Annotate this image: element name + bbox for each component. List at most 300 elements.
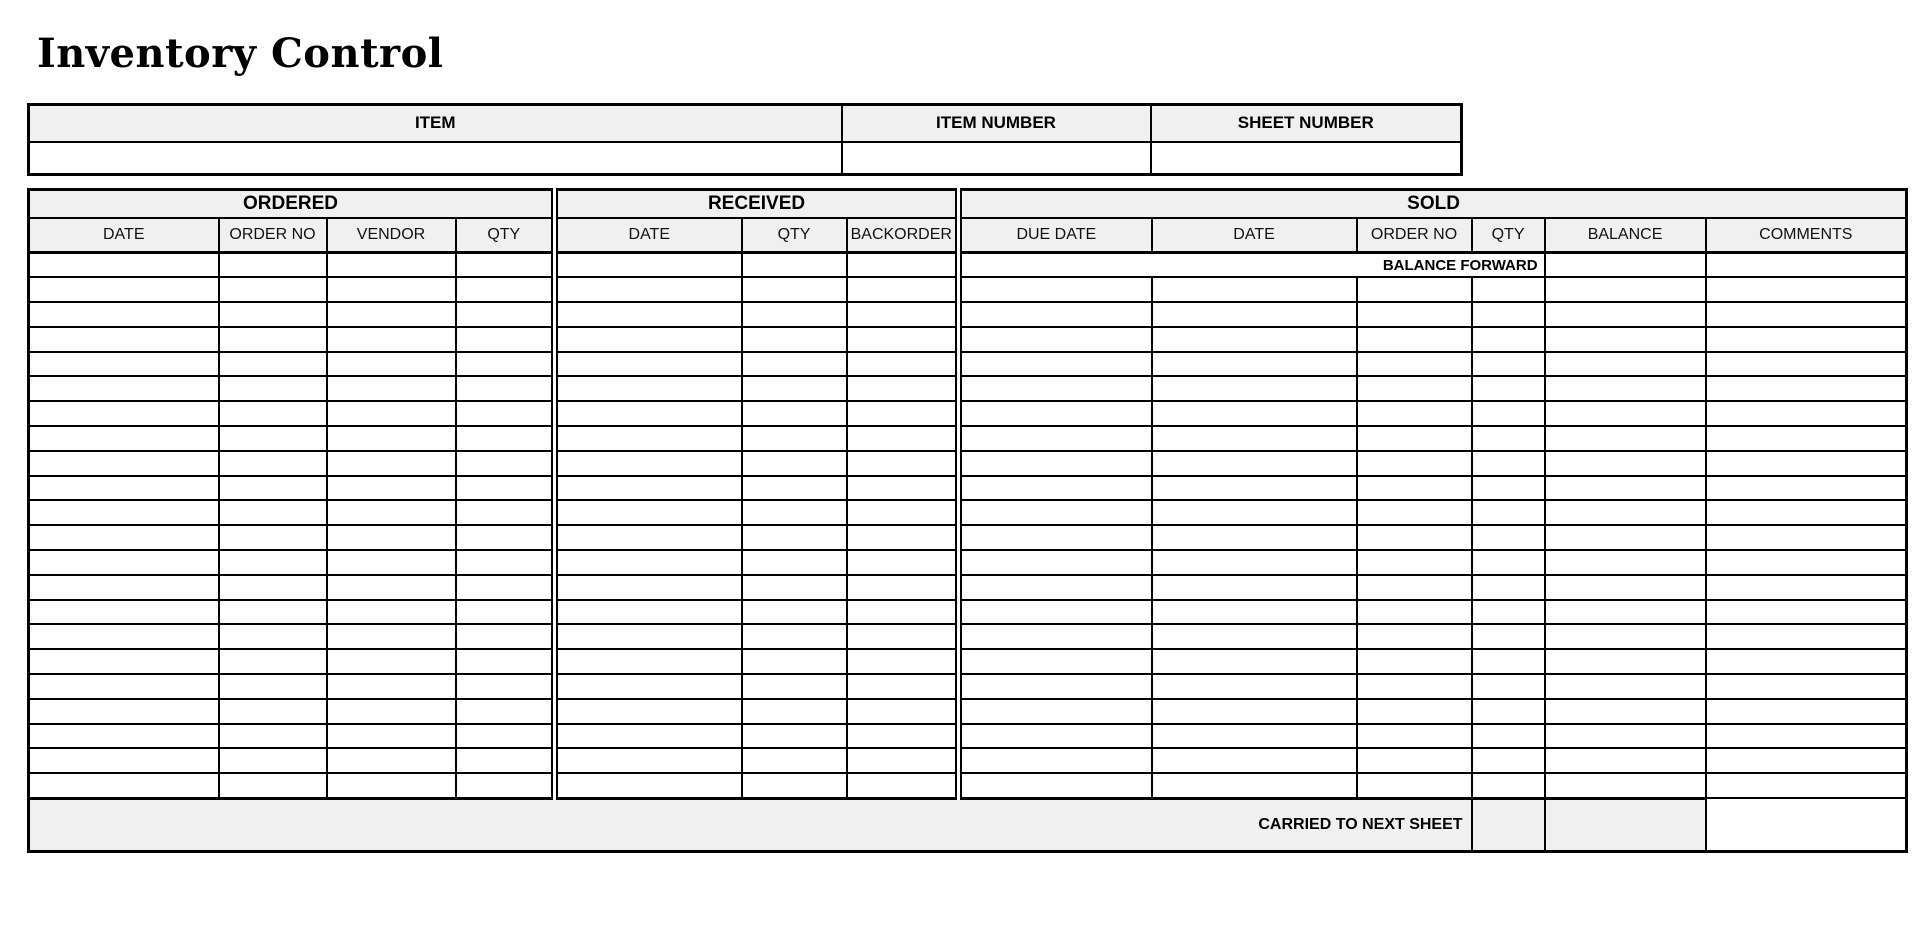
empty-cell bbox=[847, 773, 959, 798]
empty-cell bbox=[1545, 302, 1706, 327]
empty-cell bbox=[29, 748, 219, 773]
empty-cell bbox=[1357, 327, 1472, 352]
empty-cell bbox=[1152, 600, 1357, 625]
empty-cell bbox=[959, 401, 1152, 426]
empty-cell bbox=[847, 500, 959, 525]
empty-cell bbox=[1152, 352, 1357, 377]
empty-cell bbox=[742, 525, 847, 550]
empty-cell bbox=[1357, 699, 1472, 724]
empty-cell bbox=[847, 451, 959, 476]
empty-cell bbox=[456, 302, 555, 327]
empty-cell bbox=[29, 575, 219, 600]
empty-cell bbox=[1545, 724, 1706, 749]
empty-cell bbox=[1706, 426, 1907, 451]
empty-cell bbox=[959, 451, 1152, 476]
empty-cell bbox=[456, 724, 555, 749]
empty-cell bbox=[1706, 451, 1907, 476]
empty-cell bbox=[1706, 401, 1907, 426]
empty-cell bbox=[959, 748, 1152, 773]
empty-cell bbox=[327, 748, 456, 773]
empty-cell bbox=[847, 550, 959, 575]
empty-cell bbox=[456, 253, 555, 278]
empty-cell bbox=[1706, 525, 1907, 550]
empty-cell bbox=[327, 302, 456, 327]
empty-cell bbox=[29, 525, 219, 550]
empty-cell bbox=[1706, 302, 1907, 327]
empty-cell bbox=[742, 476, 847, 501]
empty-cell bbox=[1152, 500, 1357, 525]
empty-cell bbox=[555, 426, 742, 451]
empty-cell bbox=[1706, 773, 1907, 798]
empty-cell bbox=[1357, 500, 1472, 525]
empty-cell bbox=[327, 624, 456, 649]
empty-cell bbox=[1152, 476, 1357, 501]
empty-cell bbox=[847, 401, 959, 426]
empty-cell bbox=[1357, 302, 1472, 327]
empty-cell bbox=[1706, 500, 1907, 525]
empty-cell bbox=[1472, 277, 1545, 302]
empty-cell bbox=[1472, 773, 1545, 798]
item-header-row bbox=[29, 105, 1462, 142]
empty-cell bbox=[1152, 649, 1357, 674]
balance-forward-value-cell bbox=[1545, 253, 1706, 278]
empty-cell bbox=[1472, 550, 1545, 575]
empty-cell bbox=[456, 525, 555, 550]
empty-cell bbox=[1545, 525, 1706, 550]
empty-cell bbox=[1545, 773, 1706, 798]
empty-cell bbox=[742, 327, 847, 352]
empty-cell bbox=[1545, 426, 1706, 451]
empty-cell bbox=[1152, 773, 1357, 798]
empty-cell bbox=[742, 401, 847, 426]
empty-cell bbox=[742, 773, 847, 798]
empty-cell bbox=[219, 699, 327, 724]
empty-cell bbox=[1357, 401, 1472, 426]
empty-cell bbox=[327, 525, 456, 550]
sold-balance-header: BALANCE bbox=[1545, 218, 1706, 253]
empty-cell bbox=[555, 302, 742, 327]
empty-cell bbox=[1472, 600, 1545, 625]
empty-cell bbox=[1545, 277, 1706, 302]
empty-cell bbox=[847, 699, 959, 724]
footer-row bbox=[29, 798, 1907, 851]
empty-cell bbox=[1152, 674, 1357, 699]
empty-cell bbox=[742, 699, 847, 724]
empty-cell bbox=[456, 600, 555, 625]
empty-cell bbox=[959, 476, 1152, 501]
received-date-header: DATE bbox=[555, 218, 742, 253]
empty-cell bbox=[1357, 748, 1472, 773]
sold-comments-header: COMMENTS bbox=[1706, 218, 1907, 253]
empty-cell bbox=[456, 401, 555, 426]
empty-cell bbox=[1472, 376, 1545, 401]
empty-cell bbox=[555, 376, 742, 401]
empty-cell bbox=[456, 699, 555, 724]
item-number-value-cell bbox=[842, 142, 1151, 175]
empty-cell bbox=[847, 476, 959, 501]
empty-cell bbox=[1152, 748, 1357, 773]
ordered-vendor-header: VENDOR bbox=[327, 218, 456, 253]
sheet-number-value-cell bbox=[1151, 142, 1462, 175]
empty-cell bbox=[742, 500, 847, 525]
empty-cell bbox=[1357, 575, 1472, 600]
empty-cell bbox=[1357, 476, 1472, 501]
empty-cell bbox=[29, 699, 219, 724]
empty-cell bbox=[555, 600, 742, 625]
empty-cell bbox=[742, 253, 847, 278]
empty-cell bbox=[456, 352, 555, 377]
empty-cell bbox=[456, 748, 555, 773]
empty-cell bbox=[29, 724, 219, 749]
empty-cell bbox=[456, 550, 555, 575]
empty-cell bbox=[1152, 624, 1357, 649]
empty-cell bbox=[29, 426, 219, 451]
section-header-row bbox=[29, 190, 1907, 218]
empty-cell bbox=[1357, 352, 1472, 377]
empty-cell bbox=[1545, 649, 1706, 674]
empty-cell bbox=[1472, 624, 1545, 649]
empty-cell bbox=[1472, 327, 1545, 352]
empty-cell bbox=[742, 302, 847, 327]
table-row bbox=[29, 500, 1907, 525]
empty-cell bbox=[555, 277, 742, 302]
empty-cell bbox=[219, 773, 327, 798]
empty-cell bbox=[1357, 451, 1472, 476]
empty-cell bbox=[847, 525, 959, 550]
body-rows bbox=[29, 253, 1907, 799]
ordered-section-header: ORDERED bbox=[29, 190, 555, 218]
empty-cell bbox=[555, 401, 742, 426]
empty-cell bbox=[742, 724, 847, 749]
table-row bbox=[29, 699, 1907, 724]
empty-cell bbox=[456, 426, 555, 451]
empty-cell bbox=[1706, 327, 1907, 352]
empty-cell bbox=[1357, 624, 1472, 649]
empty-cell bbox=[29, 277, 219, 302]
empty-cell bbox=[219, 500, 327, 525]
empty-cell bbox=[959, 302, 1152, 327]
empty-cell bbox=[219, 724, 327, 749]
empty-cell bbox=[29, 649, 219, 674]
empty-cell bbox=[959, 327, 1152, 352]
empty-cell bbox=[1706, 674, 1907, 699]
empty-cell bbox=[1357, 600, 1472, 625]
table-row bbox=[29, 649, 1907, 674]
empty-cell bbox=[327, 550, 456, 575]
table-row bbox=[29, 376, 1907, 401]
empty-cell bbox=[456, 376, 555, 401]
empty-cell bbox=[959, 624, 1152, 649]
table-row bbox=[29, 724, 1907, 749]
empty-cell bbox=[742, 575, 847, 600]
empty-cell bbox=[847, 649, 959, 674]
empty-cell bbox=[959, 575, 1152, 600]
empty-cell bbox=[1152, 277, 1357, 302]
empty-cell bbox=[1472, 476, 1545, 501]
item-header: ITEM bbox=[29, 105, 842, 142]
empty-cell bbox=[327, 773, 456, 798]
empty-cell bbox=[555, 575, 742, 600]
table-row bbox=[29, 575, 1907, 600]
empty-cell bbox=[219, 376, 327, 401]
empty-cell bbox=[29, 451, 219, 476]
empty-cell bbox=[847, 302, 959, 327]
empty-cell bbox=[1472, 352, 1545, 377]
empty-cell bbox=[959, 277, 1152, 302]
empty-cell bbox=[1545, 376, 1706, 401]
page-title: Inventory Control bbox=[37, 30, 444, 77]
empty-cell bbox=[742, 748, 847, 773]
empty-cell bbox=[1357, 550, 1472, 575]
empty-cell bbox=[959, 674, 1152, 699]
empty-cell bbox=[742, 600, 847, 625]
empty-cell bbox=[742, 649, 847, 674]
empty-cell bbox=[1706, 277, 1907, 302]
item-value-row bbox=[29, 142, 1462, 175]
empty-cell bbox=[847, 327, 959, 352]
empty-cell bbox=[456, 624, 555, 649]
empty-cell bbox=[1545, 600, 1706, 625]
empty-cell bbox=[219, 624, 327, 649]
empty-cell bbox=[1545, 352, 1706, 377]
empty-cell bbox=[959, 352, 1152, 377]
empty-cell bbox=[959, 500, 1152, 525]
empty-cell bbox=[327, 451, 456, 476]
empty-cell bbox=[1357, 376, 1472, 401]
empty-cell bbox=[327, 600, 456, 625]
empty-cell bbox=[219, 302, 327, 327]
empty-cell bbox=[327, 277, 456, 302]
empty-cell bbox=[1706, 476, 1907, 501]
empty-cell bbox=[959, 699, 1152, 724]
empty-cell bbox=[555, 773, 742, 798]
table-row bbox=[29, 748, 1907, 773]
empty-cell bbox=[555, 724, 742, 749]
empty-cell bbox=[327, 575, 456, 600]
empty-cell bbox=[1706, 600, 1907, 625]
empty-cell bbox=[29, 327, 219, 352]
empty-cell bbox=[456, 575, 555, 600]
item-value-cell bbox=[29, 142, 842, 175]
empty-cell bbox=[555, 699, 742, 724]
table-row-balance-forward bbox=[29, 253, 1907, 278]
sold-order-no-header: ORDER NO bbox=[1357, 218, 1472, 253]
empty-cell bbox=[219, 748, 327, 773]
empty-cell bbox=[1472, 699, 1545, 724]
empty-cell bbox=[1357, 525, 1472, 550]
empty-cell bbox=[327, 649, 456, 674]
empty-cell bbox=[1545, 550, 1706, 575]
empty-cell bbox=[1357, 426, 1472, 451]
empty-cell bbox=[847, 748, 959, 773]
empty-cell bbox=[1545, 451, 1706, 476]
empty-cell bbox=[742, 451, 847, 476]
empty-cell bbox=[1545, 699, 1706, 724]
empty-cell bbox=[1706, 699, 1907, 724]
empty-cell bbox=[555, 327, 742, 352]
carried-balance-cell bbox=[1472, 798, 1545, 851]
empty-cell bbox=[327, 699, 456, 724]
empty-cell bbox=[1152, 550, 1357, 575]
empty-cell bbox=[29, 624, 219, 649]
empty-cell bbox=[1152, 327, 1357, 352]
empty-cell bbox=[219, 525, 327, 550]
empty-cell bbox=[555, 674, 742, 699]
empty-cell bbox=[555, 500, 742, 525]
empty-cell bbox=[1545, 476, 1706, 501]
empty-cell bbox=[1545, 500, 1706, 525]
empty-cell bbox=[1472, 575, 1545, 600]
ordered-date-header: DATE bbox=[29, 218, 219, 253]
sold-section-header: SOLD bbox=[959, 190, 1907, 218]
table-row bbox=[29, 624, 1907, 649]
empty-cell bbox=[456, 327, 555, 352]
carried-to-next-sheet-label: CARRIED TO NEXT SHEET bbox=[29, 798, 1472, 851]
empty-cell bbox=[1357, 724, 1472, 749]
empty-cell bbox=[742, 426, 847, 451]
empty-cell bbox=[555, 748, 742, 773]
empty-cell bbox=[1545, 575, 1706, 600]
empty-cell bbox=[29, 476, 219, 501]
empty-cell bbox=[1545, 748, 1706, 773]
empty-cell bbox=[1357, 649, 1472, 674]
empty-cell bbox=[29, 302, 219, 327]
empty-cell bbox=[847, 253, 959, 278]
empty-cell bbox=[219, 426, 327, 451]
table-row bbox=[29, 302, 1907, 327]
empty-cell bbox=[219, 451, 327, 476]
empty-cell bbox=[847, 277, 959, 302]
empty-cell bbox=[327, 253, 456, 278]
empty-cell bbox=[1706, 253, 1907, 278]
table-row bbox=[29, 451, 1907, 476]
empty-cell bbox=[219, 476, 327, 501]
empty-cell bbox=[1706, 624, 1907, 649]
empty-cell bbox=[847, 624, 959, 649]
empty-cell bbox=[1706, 376, 1907, 401]
table-row bbox=[29, 600, 1907, 625]
empty-cell bbox=[29, 352, 219, 377]
empty-cell bbox=[847, 376, 959, 401]
empty-cell bbox=[959, 525, 1152, 550]
empty-cell bbox=[742, 550, 847, 575]
empty-cell bbox=[555, 451, 742, 476]
empty-cell bbox=[29, 550, 219, 575]
empty-cell bbox=[1472, 302, 1545, 327]
empty-cell bbox=[959, 600, 1152, 625]
empty-cell bbox=[1706, 352, 1907, 377]
empty-cell bbox=[959, 550, 1152, 575]
empty-cell bbox=[219, 277, 327, 302]
empty-cell bbox=[1472, 748, 1545, 773]
empty-cell bbox=[959, 773, 1152, 798]
empty-cell bbox=[1152, 699, 1357, 724]
empty-cell bbox=[219, 575, 327, 600]
empty-cell bbox=[327, 674, 456, 699]
empty-cell bbox=[1152, 451, 1357, 476]
empty-cell bbox=[327, 327, 456, 352]
empty-cell bbox=[219, 649, 327, 674]
empty-cell bbox=[1152, 724, 1357, 749]
empty-cell bbox=[29, 773, 219, 798]
empty-cell bbox=[847, 674, 959, 699]
received-section-header: RECEIVED bbox=[555, 190, 959, 218]
table-row bbox=[29, 277, 1907, 302]
empty-cell bbox=[1706, 550, 1907, 575]
received-qty-header: QTY bbox=[742, 218, 847, 253]
empty-cell bbox=[555, 649, 742, 674]
empty-cell bbox=[456, 649, 555, 674]
empty-cell bbox=[327, 376, 456, 401]
empty-cell bbox=[555, 624, 742, 649]
empty-cell bbox=[456, 277, 555, 302]
empty-cell bbox=[1152, 426, 1357, 451]
sold-due-date-header: DUE DATE bbox=[959, 218, 1152, 253]
table-row bbox=[29, 352, 1907, 377]
empty-cell bbox=[1357, 277, 1472, 302]
empty-cell bbox=[1472, 401, 1545, 426]
empty-cell bbox=[555, 352, 742, 377]
table-row bbox=[29, 773, 1907, 798]
empty-cell bbox=[847, 352, 959, 377]
table-row bbox=[29, 401, 1907, 426]
empty-cell bbox=[1152, 525, 1357, 550]
item-info-table bbox=[27, 103, 1463, 176]
empty-cell bbox=[847, 600, 959, 625]
empty-cell bbox=[219, 550, 327, 575]
sheet-number-header: SHEET NUMBER bbox=[1151, 105, 1462, 142]
empty-cell bbox=[1357, 773, 1472, 798]
empty-cell bbox=[959, 649, 1152, 674]
empty-cell bbox=[1472, 724, 1545, 749]
empty-cell bbox=[847, 724, 959, 749]
empty-cell bbox=[219, 327, 327, 352]
sold-date-header: DATE bbox=[1152, 218, 1357, 253]
empty-cell bbox=[456, 674, 555, 699]
sold-qty-header: QTY bbox=[1472, 218, 1545, 253]
empty-cell bbox=[456, 476, 555, 501]
empty-cell bbox=[1472, 426, 1545, 451]
empty-cell bbox=[327, 426, 456, 451]
empty-cell bbox=[1472, 451, 1545, 476]
empty-cell bbox=[847, 575, 959, 600]
empty-cell bbox=[1706, 724, 1907, 749]
empty-cell bbox=[1545, 327, 1706, 352]
empty-cell bbox=[1706, 575, 1907, 600]
table-row bbox=[29, 525, 1907, 550]
ordered-order-no-header: ORDER NO bbox=[219, 218, 327, 253]
empty-cell bbox=[1706, 748, 1907, 773]
received-backorder-header: BACKORDER bbox=[847, 218, 959, 253]
empty-cell bbox=[847, 426, 959, 451]
empty-cell bbox=[219, 600, 327, 625]
empty-cell bbox=[555, 476, 742, 501]
item-number-header: ITEM NUMBER bbox=[842, 105, 1151, 142]
empty-cell bbox=[29, 500, 219, 525]
empty-cell bbox=[29, 376, 219, 401]
empty-cell bbox=[456, 773, 555, 798]
empty-cell bbox=[1152, 302, 1357, 327]
empty-cell bbox=[1545, 401, 1706, 426]
table-row bbox=[29, 550, 1907, 575]
balance-forward-label: BALANCE FORWARD bbox=[959, 253, 1545, 278]
empty-cell bbox=[219, 253, 327, 278]
empty-cell bbox=[29, 674, 219, 699]
empty-cell bbox=[327, 476, 456, 501]
empty-cell bbox=[29, 401, 219, 426]
empty-cell bbox=[1472, 649, 1545, 674]
column-header-row bbox=[29, 218, 1907, 253]
